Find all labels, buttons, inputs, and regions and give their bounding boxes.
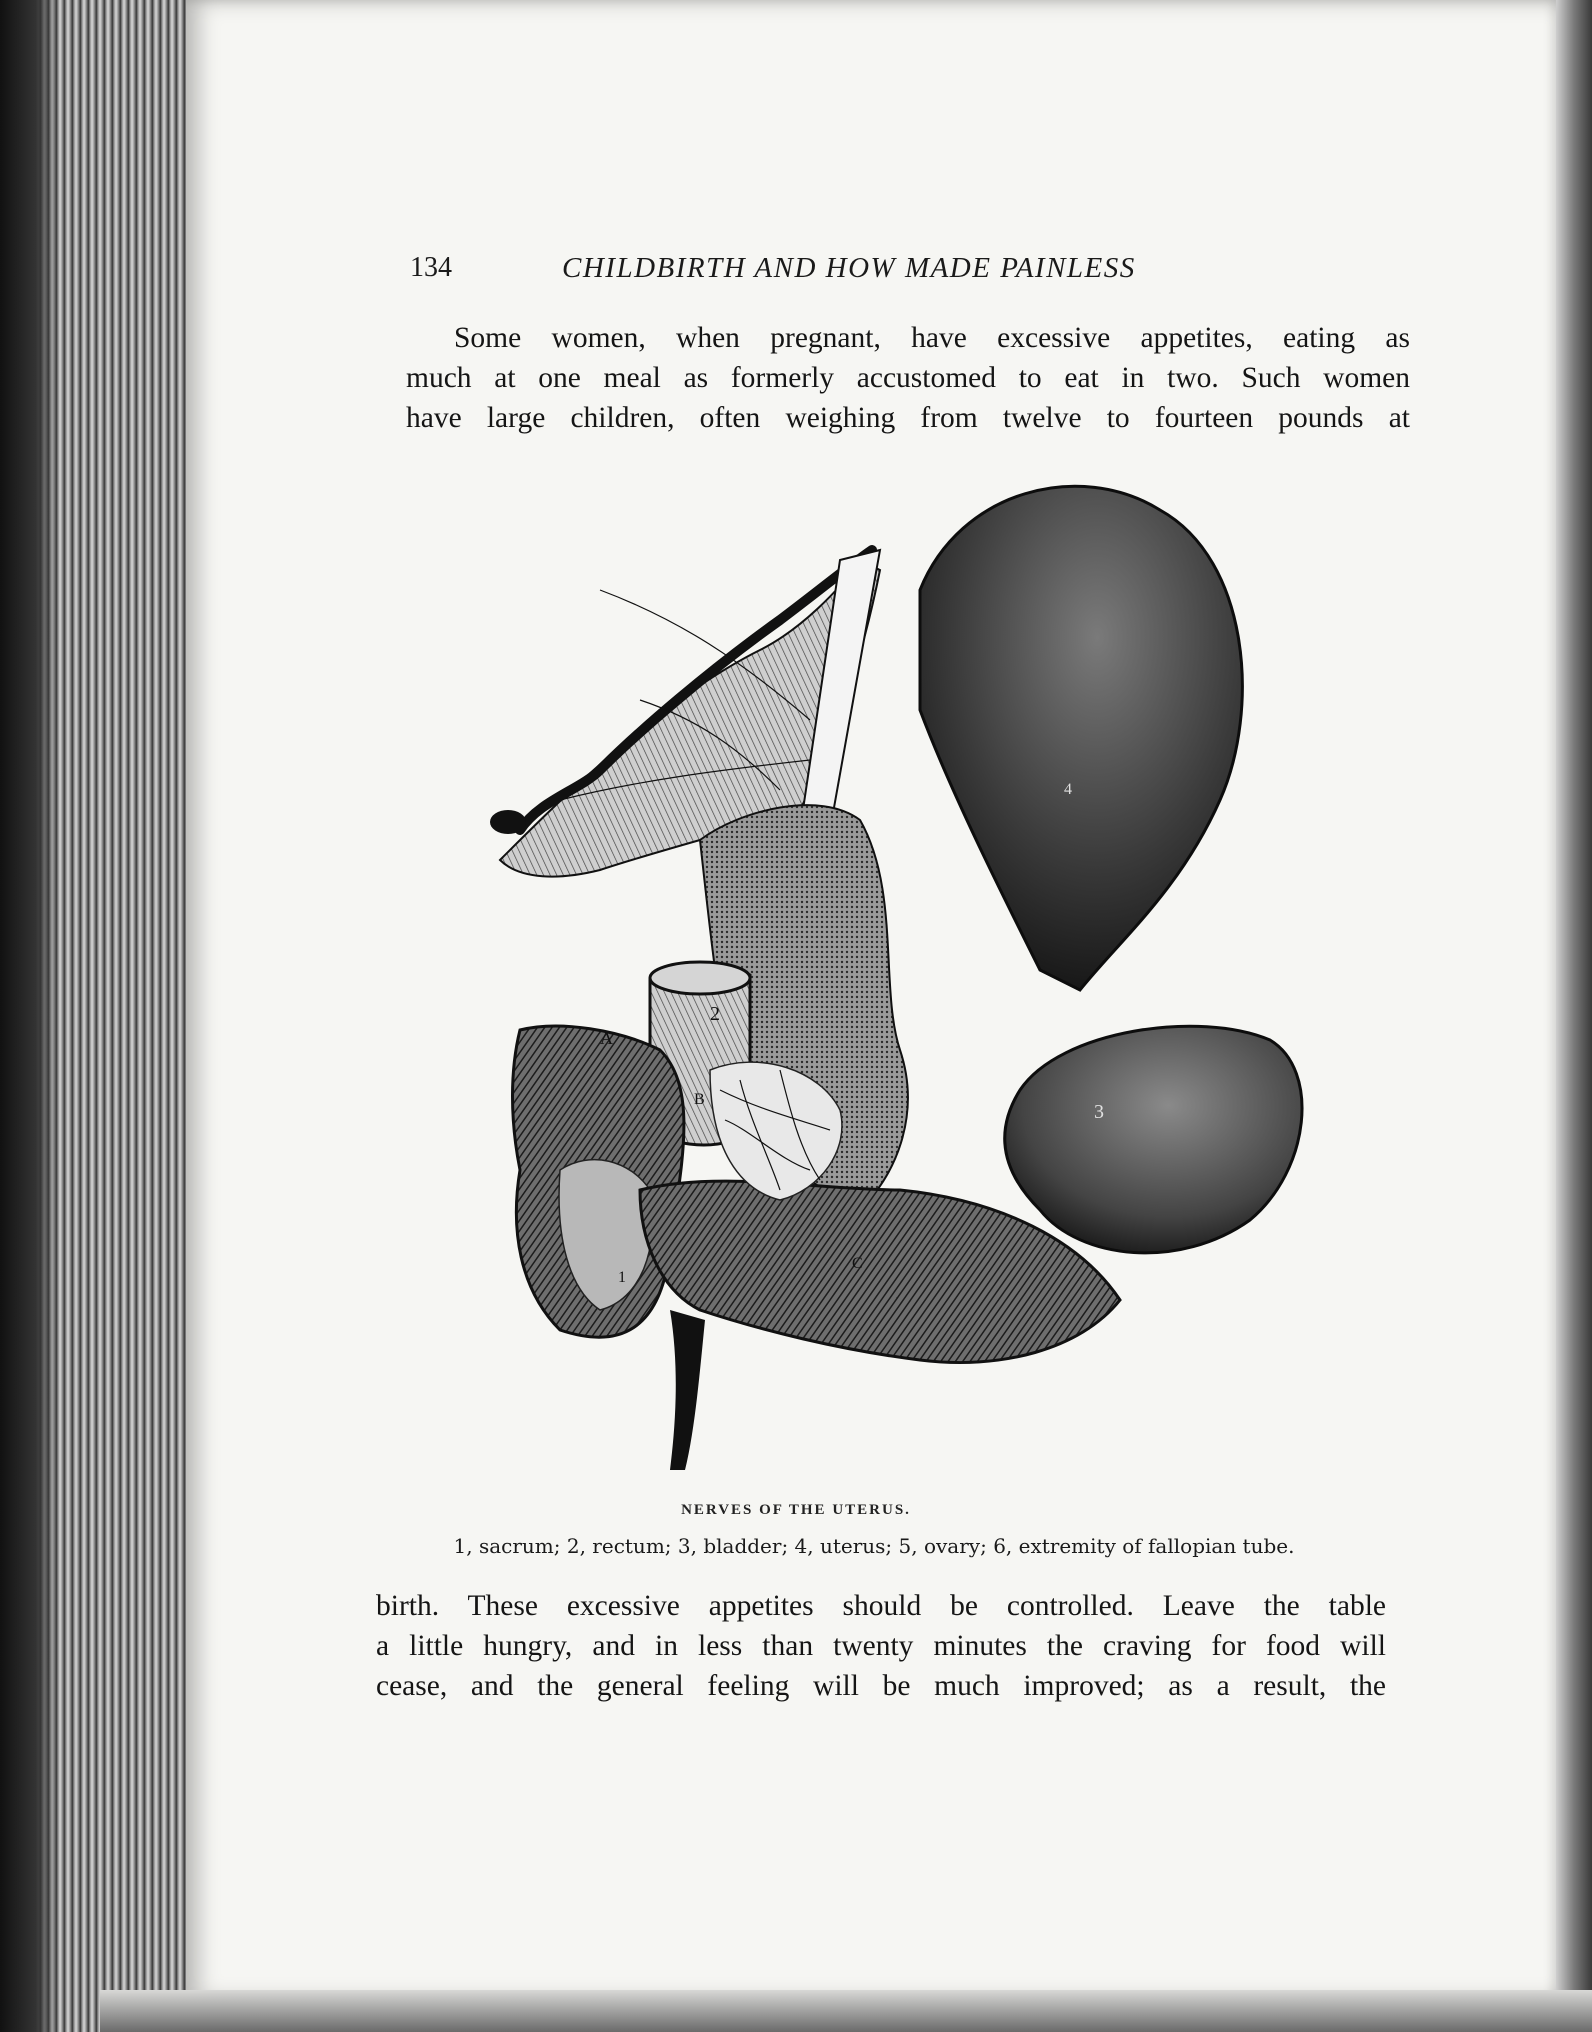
anatomical-illustration xyxy=(480,470,1310,1490)
paragraph-line: have large children, often weighing from twelve to fourteen pounds at xyxy=(406,402,1410,434)
paragraph-line: Some women, when pregnant, have excessive appetites, eating as xyxy=(454,322,1410,354)
book-spine-shadow xyxy=(0,0,60,2032)
paragraph-line: much at one meal as formerly accustomed to eat in two. Such women xyxy=(406,362,1410,394)
figure-title: NERVES OF THE UTERUS. xyxy=(681,1502,911,1518)
ovary-shape xyxy=(1005,1026,1302,1253)
paragraph-line: a little hungry, and in less than twenty minutes the craving for food will xyxy=(376,1630,1386,1662)
figure-label-b: B xyxy=(694,1091,705,1108)
running-head xyxy=(410,252,1270,292)
descending-nerve xyxy=(670,1310,705,1470)
figure-label-2: 2 xyxy=(710,1003,720,1025)
paragraph-bottom xyxy=(376,1586,1386,1706)
page-number: 134 xyxy=(410,252,452,283)
rectum-opening xyxy=(650,962,750,994)
figure-label-3: 3 xyxy=(1094,1101,1104,1123)
figure-label-4: 4 xyxy=(1064,781,1072,798)
uterus-shape xyxy=(920,486,1242,990)
paragraph-line: cease, and the general feeling will be much improved; as a result, the xyxy=(376,1670,1386,1702)
tube-extremity xyxy=(490,810,526,834)
figure-label-1: 1 xyxy=(618,1269,626,1286)
figure-label-a: A xyxy=(600,1028,613,1048)
page-bottom-edge xyxy=(100,1990,1592,2032)
running-head-title: CHILDBIRTH AND HOW MADE PAINLESS xyxy=(562,252,1136,284)
paragraph-line: birth. These excessive appetites should be controlled. Leave the table xyxy=(376,1590,1386,1622)
page-right-edge xyxy=(1556,0,1592,2032)
figure-legend: 1, sacrum; 2, rectum; 3, bladder; 4, uterus; 5, ovary; 6, extremity of fallopian tube. xyxy=(453,1534,1295,1558)
paragraph-top xyxy=(406,318,1410,438)
figure-label-c: C xyxy=(852,1255,863,1272)
